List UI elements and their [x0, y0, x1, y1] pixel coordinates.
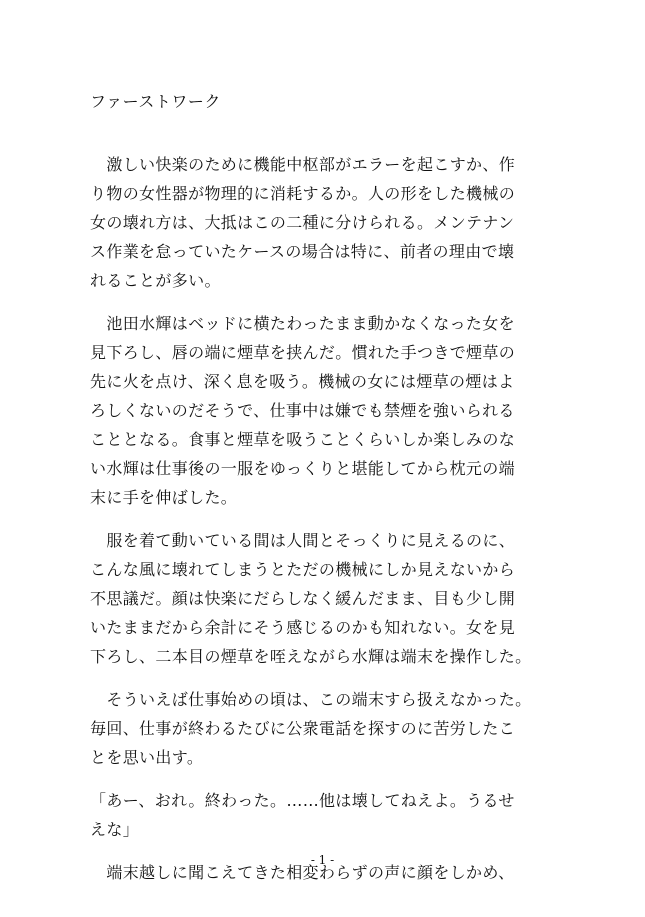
paragraph [90, 685, 560, 772]
text-line: 服を着て動いている間は人間とそっくりに見えるのに、 [90, 531, 516, 550]
text-line: えな」 [90, 820, 140, 839]
text-line: 先に火を点け、深く息を吸う。機械の女には煙草の煙はよ [90, 372, 515, 391]
text-line: 池田水輝はベッドに横たわったまま動かなくなった女を [90, 314, 515, 333]
text-line: 下ろし、二本目の煙草を咥えながら水輝は端末を操作した。 [90, 647, 532, 666]
text-line: り物の女性器が物理的に消耗するか。人の形をした機械の [90, 184, 516, 203]
text-line: 端末越しに聞こえてきた相変わらずの声に顔をしかめ、 [90, 863, 515, 882]
text-line: そういえば仕事始めの頃は、この端末すら扱えなかった。 [90, 690, 532, 709]
text-line: ス作業を怠っていたケースの場合は特に、前者の理由で壊 [90, 242, 515, 261]
paragraph [90, 526, 560, 671]
text-line: 末に手を伸ばした。 [90, 488, 238, 507]
text-line: れることが多い。 [90, 271, 221, 290]
text-line: 「あー、おれ。終わった。……他は壊してねえよ。うるせ [90, 791, 515, 810]
page-number: - 1 - [310, 853, 335, 867]
text-line: こととなる。食事と煙草を吸うことくらいしか楽しみのな [90, 430, 516, 449]
text-line: 女の壊れ方は、大抵はこの二種に分けられる。メンテナン [90, 213, 515, 232]
text-line: い水輝は仕事後の一服をゆっくりと堪能してから枕元の端 [90, 459, 515, 478]
chapter-title: ファーストワーク [90, 92, 221, 111]
text-line: 激しい快楽のために機能中枢部がエラーを起こすか、作 [90, 155, 516, 174]
text-line: 見下ろし、唇の端に煙草を挟んだ。慣れた手つきで煙草の [90, 343, 516, 362]
text-line: いたままだから余計にそう感じるのかも知れない。女を見 [90, 618, 516, 637]
body-text [90, 150, 560, 901]
paragraph [90, 786, 560, 844]
text-line: 毎回、仕事が終わるたびに公衆電話を探すのに苦労したこ [90, 719, 516, 738]
text-line: こんな風に壊れてしまうとただの機械にしか見えないから [90, 560, 516, 579]
paragraph [90, 309, 560, 512]
text-line: ろしくないのだそうで、仕事中は嫌でも禁煙を強いられる [90, 401, 515, 420]
text-line: 不思議だ。顔は快楽にだらしなく緩んだまま、目も少し開 [90, 589, 516, 608]
text-line: とを思い出す。 [90, 748, 204, 767]
paragraph [90, 150, 560, 295]
